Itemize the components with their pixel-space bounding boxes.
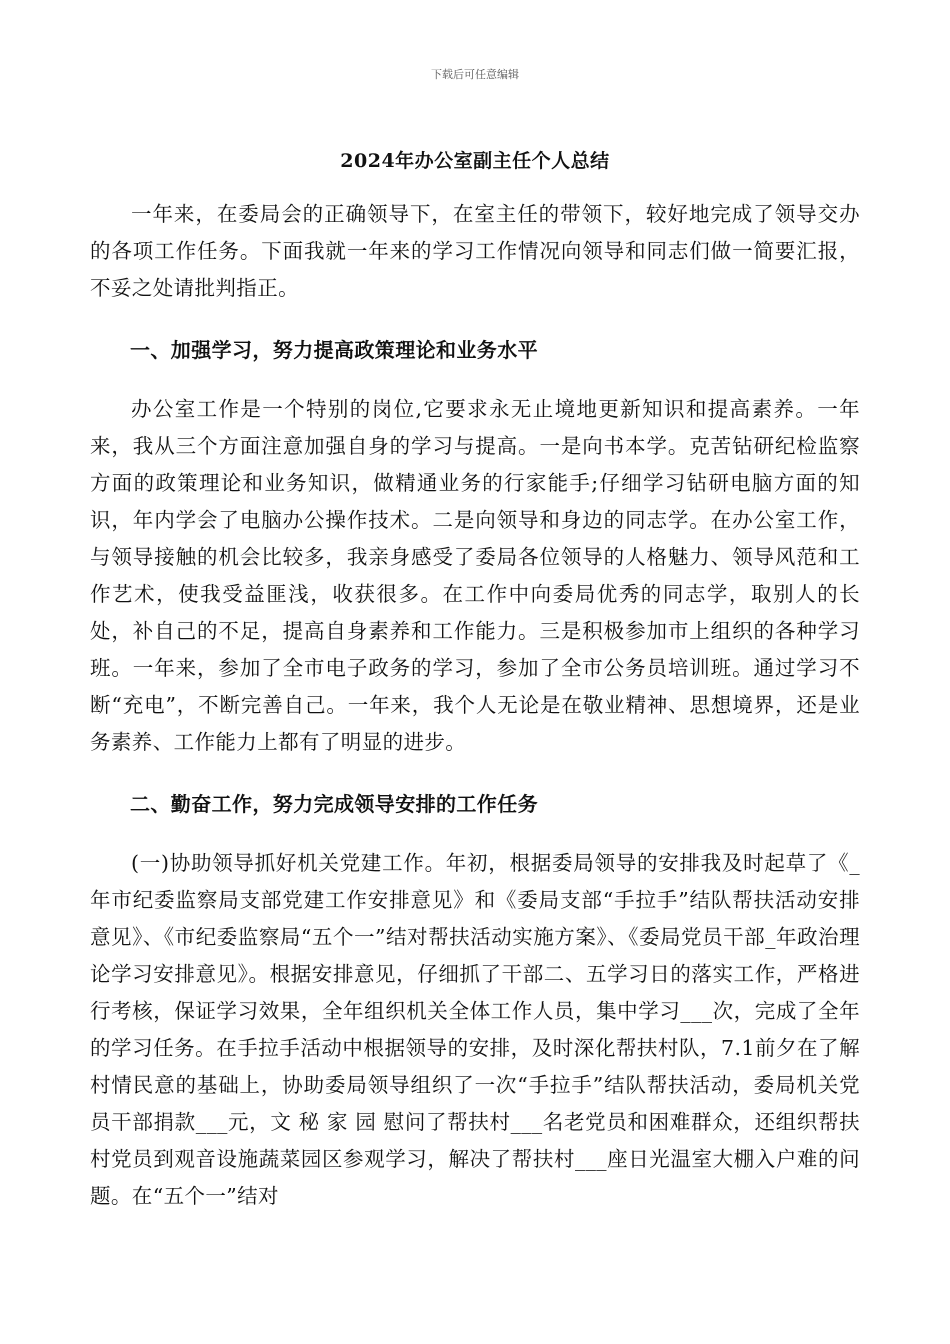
- header-note: 下载后可任意编辑: [431, 68, 519, 81]
- document-title: 2024年办公室副主任个人总结: [340, 150, 610, 172]
- section-2-heading: 二、勤奋工作，努力完成领导安排的工作任务: [130, 792, 538, 816]
- section-2-paragraph: (一)协助领导抓好机关党建工作。年初，根据委局领导的安排我及时起草了《_年市纪委监察局支部党建工作安排意见》和《委局支部“手拉手”结队帮扶活动安排意见》、《市纪委监察局“五个一”结对帮扶活动实施方案》、《委局党员干部_年政治理论学习安排意见》。根据安排意见，仔细抓了干部二、五学习日的落实工作，严格进行考核，保证学习效果，全年组织机关全体工作人员，集中学习___次，完成了全年的学习任务。在手拉手活动中根据领导的安排，及时深化帮扶村队，7.1前夕在了解村情民意的基础上，协助委局领导组织了一次“手拉手”结队帮扶活动，委局机关党员干部捐款___元，文 秘 家 园 慰问了帮扶村___名老党员和困难群众，还组织帮扶村党员到观音设施蔬菜园区参观学习，解决了帮扶村___座日光温室大棚入户难的问题。在“五个一”结对: [90, 851, 860, 1208]
- section-1-paragraph: 办公室工作是一个特别的岗位,它要求永无止境地更新知识和提高素养。一年来，我从三个方面注意加强自身的学习与提高。一是向书本学。克苦钻研纪检监察方面的政策理论和业务知识，做精通业务的行家能手;仔细学习钻研电脑方面的知识，年内学会了电脑办公操作技术。二是向领导和身边的同志学。在办公室工作，与领导接触的机会比较多，我亲身感受了委局各位领导的人格魅力、领导风范和工作艺术，使我受益匪浅，收获很多。在工作中向委局优秀的同志学，取别人的长处，补自己的不足，提高自身素养和工作能力。三是积极参加市上组织的各种学习班。一年来，参加了全市电子政务的学习，参加了全市公务员培训班。通过学习不断“充电”，不断完善自己。一年来，我个人无论是在敬业精神、思想境界，还是业务素养、工作能力上都有了明显的进步。: [90, 397, 860, 754]
- section-1-heading: 一、加强学习，努力提高政策理论和业务水平: [130, 338, 538, 362]
- intro-paragraph: 一年来，在委局会的正确领导下，在室主任的带领下，较好地完成了领导交办的各项工作任务。下面我就一年来的学习工作情况向领导和同志们做一简要汇报，不妥之处请批判指正。: [90, 202, 860, 300]
- document-body: [90, 196, 860, 1215]
